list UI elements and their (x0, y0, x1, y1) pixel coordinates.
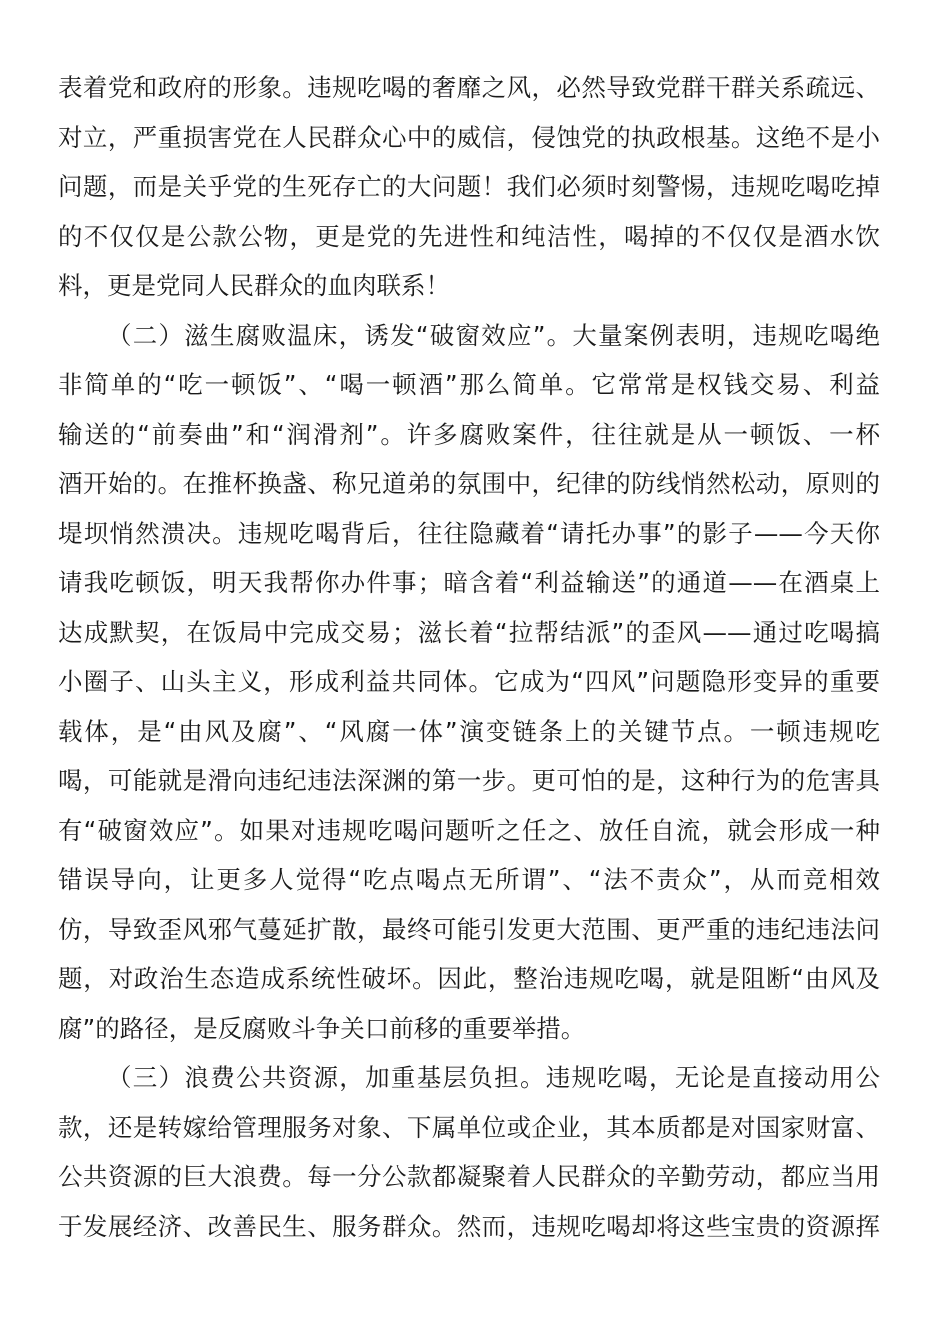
section-heading-2: （二）滋生腐败温床，诱发“破窗效应”。大量案例表明，违规吃喝绝 (107, 321, 880, 350)
text-line-9: 酒开始的。在推杯换盏、称兄道弟的氛围中，纪律的防线悄然松动，原则的 (58, 469, 880, 498)
text-line-17: 错误导向，让更多人觉得“吃点喝点无所谓”、“法不责众”，从而竞相效 (58, 865, 880, 894)
text-line-5: 料，更是党同人民群众的血肉联系！ (58, 271, 450, 300)
text-line-15: 喝，可能就是滑向违纪违法深渊的第一步。更可怕的是，这种行为的危害具 (58, 766, 880, 795)
text-line-11: 请我吃顿饭，明天我帮你办件事；暗含着“利益输送”的通道——在酒桌上 (58, 568, 880, 597)
text-line-7: 非简单的“吃一顿饭”、“喝一顿酒”那么简单。它常常是权钱交易、利益 (58, 370, 880, 399)
text-line-8: 输送的“前奏曲”和“润滑剂”。许多腐败案件，往往就是从一顿饭、一杯 (58, 420, 880, 449)
text-line-23: 公共资源的巨大浪费。每一分公款都凝聚着人民群众的辛勤劳动，都应当用 (58, 1162, 880, 1191)
section-heading-3: （三）浪费公共资源，加重基层负担。违规吃喝，无论是直接动用公 (107, 1063, 880, 1092)
text-line-13: 小圈子、山头主义，形成利益共同体。它成为“四风”问题隐形变异的重要 (58, 667, 880, 696)
text-line-20: 腐”的路径，是反腐败斗争关口前移的重要举措。 (58, 1014, 586, 1043)
text-line-18: 仿，导致歪风邪气蔓延扩散，最终可能引发更大范围、更严重的违纪违法问 (58, 915, 880, 944)
text-line-10: 堤坝悄然溃决。违规吃喝背后，往往隐藏着“请托办事”的影子——今天你 (58, 519, 880, 548)
text-line-2: 对立，严重损害党在人民群众心中的威信，侵蚀党的执政根基。这绝不是小 (58, 123, 880, 152)
text-line-12: 达成默契，在饭局中完成交易；滋长着“拉帮结派”的歪风——通过吃喝搞 (58, 618, 880, 647)
text-line-14: 载体，是“由风及腐”、“风腐一体”演变链条上的关键节点。一顿违规吃 (58, 717, 880, 746)
text-line-4: 的不仅仅是公款公物，更是党的先进性和纯洁性，喝掉的不仅仅是酒水饮 (58, 222, 880, 251)
text-line-22: 款，还是转嫁给管理服务对象、下属单位或企业，其本质都是对国家财富、 (58, 1113, 880, 1142)
text-line-24: 于发展经济、改善民生、服务群众。然而，违规吃喝却将这些宝贵的资源挥 (58, 1212, 880, 1241)
text-line-19: 题，对政治生态造成系统性破坏。因此，整治违规吃喝，就是阻断“由风及 (58, 964, 880, 993)
text-line-3: 问题，而是关乎党的生死存亡的大问题！我们必须时刻警惕，违规吃喝吃掉 (58, 172, 880, 201)
text-line-16: 有“破窗效应”。如果对违规吃喝问题听之任之、放任自流，就会形成一种 (58, 816, 880, 845)
text-line-1: 表着党和政府的形象。违规吃喝的奢靡之风，必然导致党群干群关系疏远、 (58, 73, 880, 102)
